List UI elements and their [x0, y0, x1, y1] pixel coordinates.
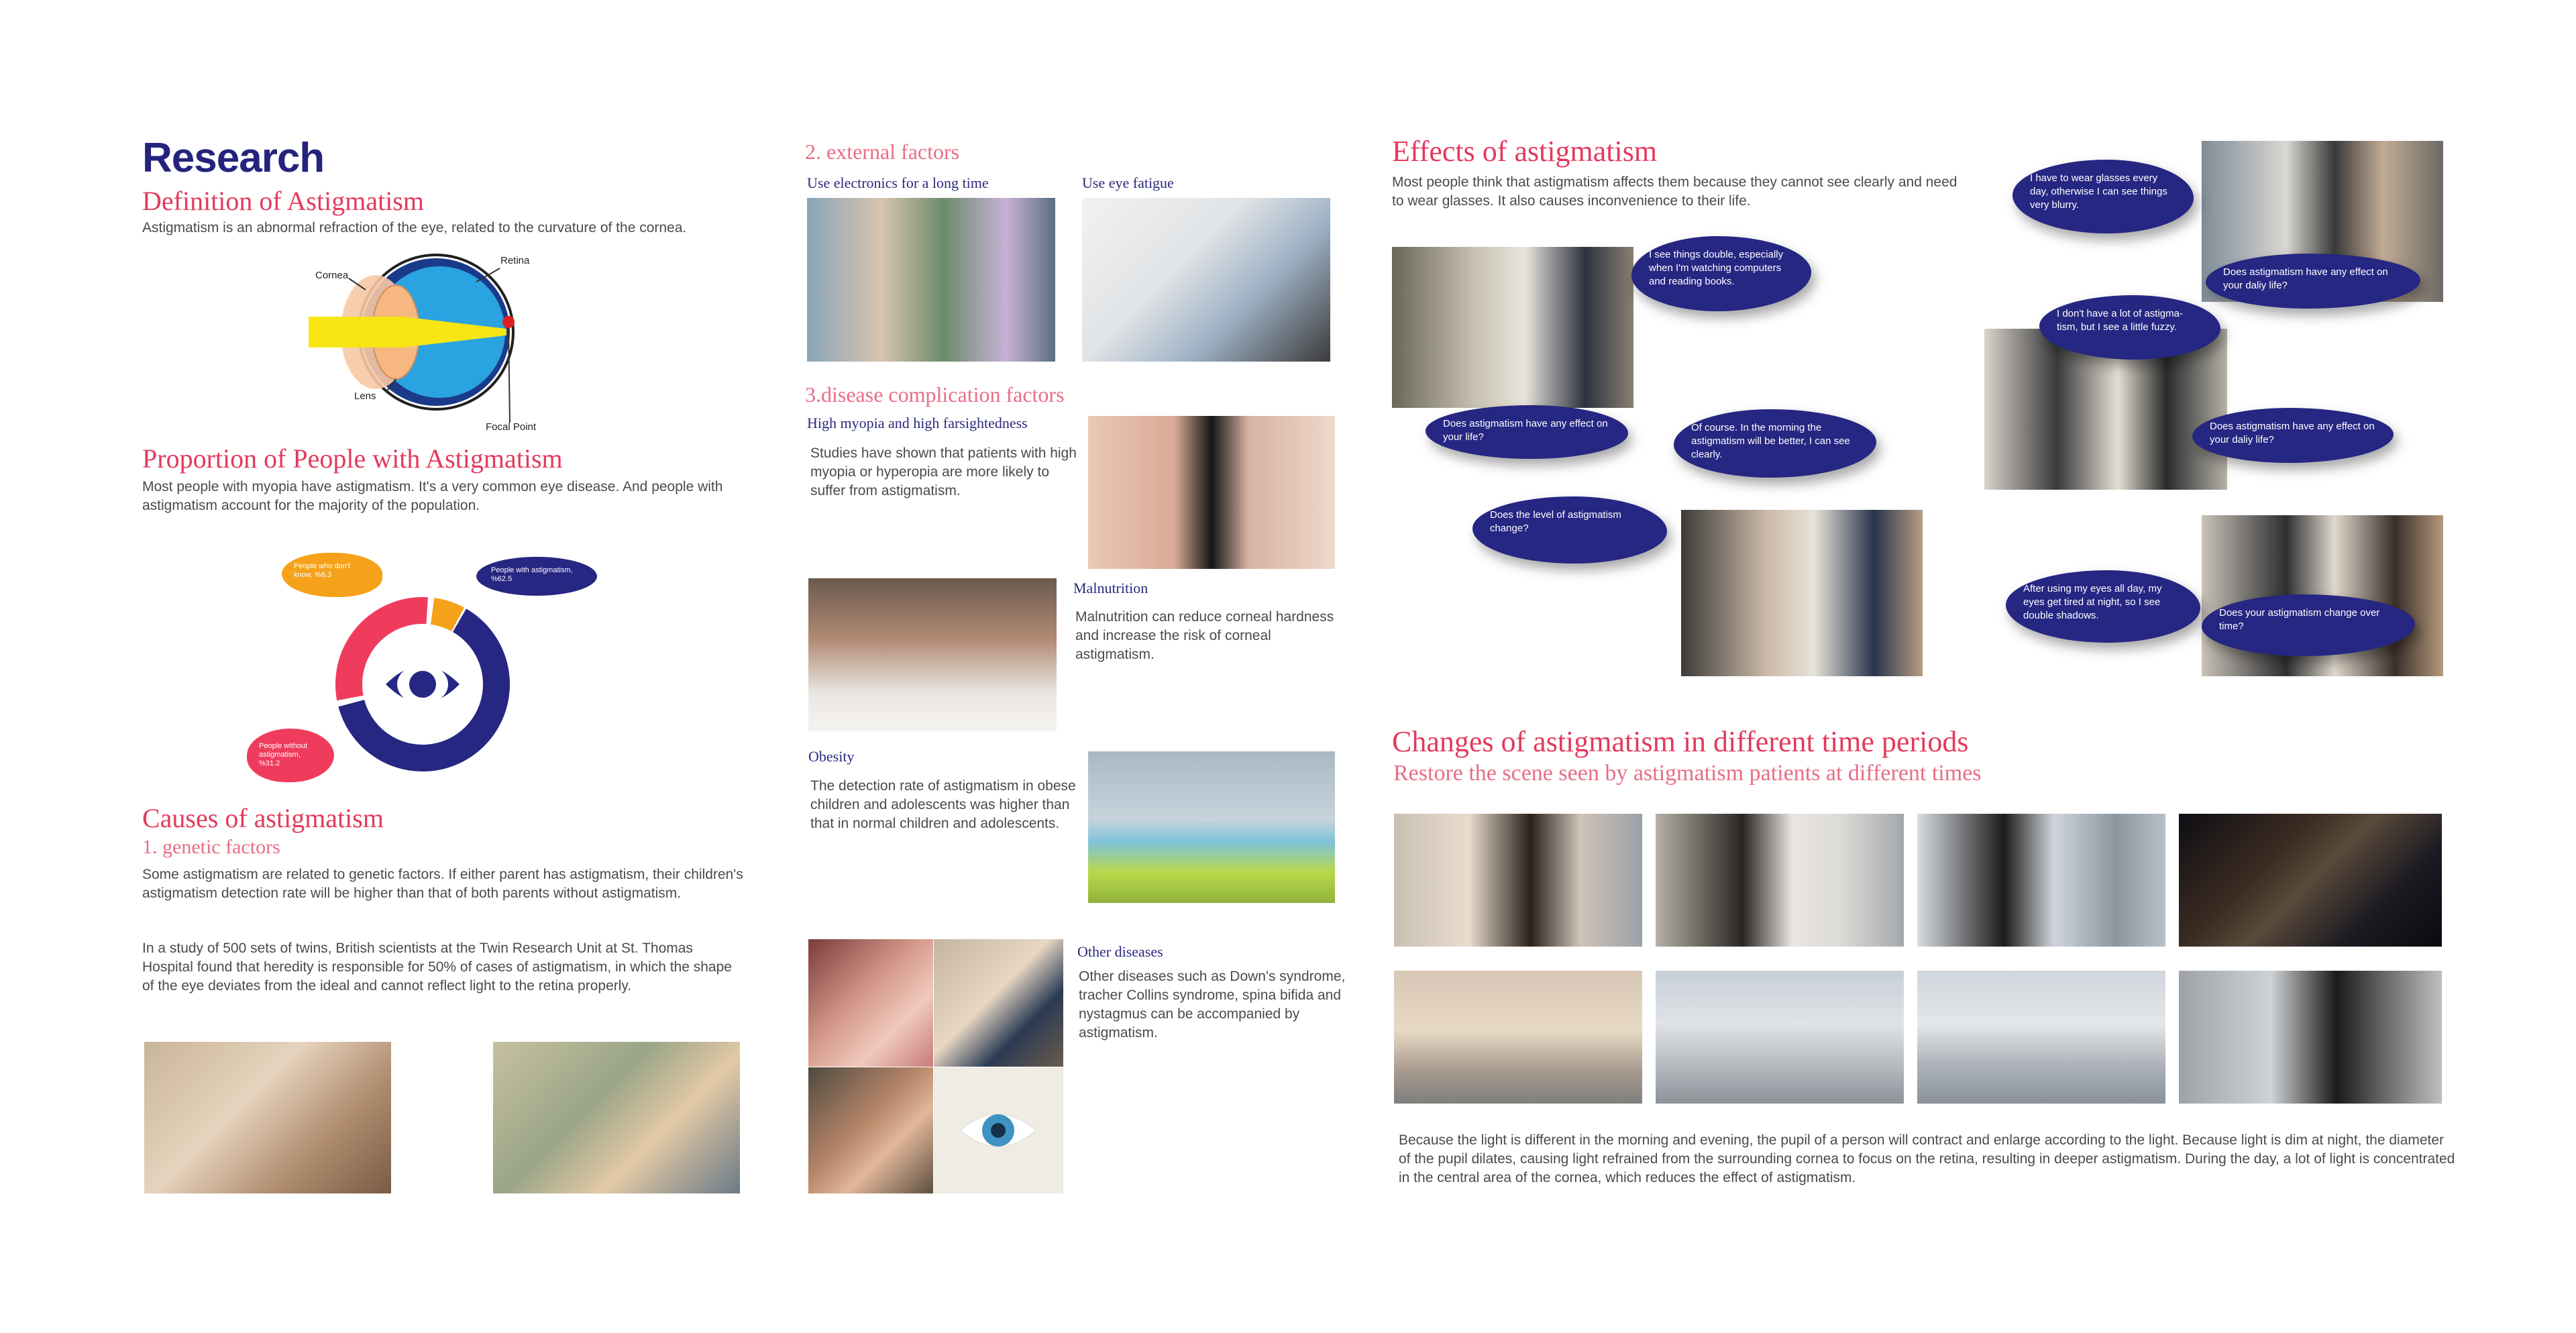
eye-label-lens: Lens [354, 390, 376, 402]
boy-closeup-photo [808, 1067, 933, 1193]
speech-bubble-4: Does the level of astigmatism change? [1472, 496, 1667, 564]
time-photo-4 [2179, 814, 2442, 947]
mother-daughter-photo [144, 1042, 391, 1193]
speech-bubble-7: I don't have a lot of astigma-tism, but I see a little fuzzy. [2039, 295, 2220, 360]
proportion-donut [322, 584, 523, 785]
speech-bubble-2: Does astigmatism have any effect on your life? [1426, 405, 1628, 459]
myopia-heading: High myopia and high farsightedness [807, 415, 1028, 431]
definition-text: Astigmatism is an abnormal refraction of the eye, related to the curvature of the cornea. [142, 220, 687, 235]
boy-glasses-photo [493, 1042, 740, 1193]
myopia-text: Studies have shown that patients with high myopia or hyperopia are more likely to suffer from astigmatism. [810, 445, 1077, 498]
proportion-heading: Proportion of People with Astigmatism [142, 443, 563, 474]
speech-bubble-10: Does your astigmatism change over time? [2202, 594, 2415, 656]
other-diseases-text: Other diseases such as Down's syndrome, tracher Collins syndrome, spina bifida and nystagmus can be accompanied by astigmatism. [1079, 969, 1346, 1041]
time-photo-3 [1917, 814, 2165, 947]
electronics-photo [807, 198, 1055, 362]
time-photo-6 [1656, 971, 1904, 1104]
donut-label-with: People with astigmatism, %62.5 [476, 557, 597, 596]
speech-bubble-3: Of course. In the morning the astigmatism will be better, I can see clearly. [1674, 409, 1876, 478]
time-photo-5 [1394, 971, 1642, 1104]
effects-text: Most people think that astigmatism affects them because they cannot see clearly and need to wear glasses. It also causes inconvenience to their life. [1392, 174, 1957, 209]
interview-photo-1 [1392, 247, 1633, 408]
malnutrition-photo [808, 578, 1057, 731]
proportion-text: Most people with myopia have astigmatism. It's a very common eye disease. And people with astigmatism account for the majority of the population. [142, 479, 723, 513]
eye-label-cornea: Cornea [315, 270, 349, 281]
changes-subheading: Restore the scene seen by astigmatism patients at different times [1393, 761, 1982, 786]
malnutrition-text: Malnutrition can reduce corneal hardness and increase the risk of corneal astigmatism. [1075, 609, 1334, 662]
speech-bubble-1: I see things double, especially when I'm watching computers and reading books. [1631, 236, 1811, 311]
genetic-text-1: Some astigmatism are related to genetic factors. If either parent has astigmatism, their children's astigmatism detection rate will be higher than that of both parents without astigmatism. [142, 867, 743, 901]
speech-bubble-9: After using my eyes all day, my eyes get tired at night, so I see double shadows. [2006, 570, 2200, 643]
eye-illustration [934, 1067, 1063, 1193]
time-photo-7 [1917, 971, 2165, 1104]
speech-bubble-6: Does astigmatism have any effect on your daliy life? [2206, 254, 2420, 309]
interview-photo-2 [1681, 510, 1923, 676]
time-photo-1 [1394, 814, 1642, 947]
changes-heading: Changes of astigmatism in different time periods [1392, 725, 1969, 758]
genetic-text-2: In a study of 500 sets of twins, British scientists at the Twin Research Unit at St. Thomas Hospital found that heredity is responsible for 50% of cases of astigmatism, in which the shape of the eye deviates from the ideal and cannot reflect light to the retina properly. [142, 941, 732, 994]
eye-fatigue-photo [1082, 198, 1330, 362]
causes-heading: Causes of astigmatism [142, 803, 384, 833]
obesity-text: The detection rate of astigmatism in obese children and adolescents was higher than that in normal children and adolescents. [810, 778, 1076, 831]
fatigue-heading: Use eye fatigue [1082, 174, 1174, 191]
speech-bubble-5: I have to wear glasses every day, otherwise I can see things very blurry. [2012, 160, 2194, 233]
other-diseases-heading: Other diseases [1077, 943, 1163, 960]
malnutrition-heading: Malnutrition [1073, 580, 1148, 596]
research-title: Research [142, 135, 325, 181]
myopia-photo [1088, 416, 1335, 569]
eye-label-retina: Retina [500, 255, 530, 266]
eye-label-focal: Focal Point [486, 421, 537, 433]
changes-text: Because the light is different in the morning and evening, the pupil of a person will contract and enlarge according to the light. Because light is dim at night, the diameter of the pupil dilates, causing light refrained from the surrounding cornea to focus on the retina, resulting in deeper astigmatism. During the day, a lot of light is concentrated in the central area of the cornea, which reduces the effect of astigmatism. [1399, 1132, 2455, 1185]
obesity-photo [1088, 751, 1335, 903]
time-photo-8 [2179, 971, 2442, 1104]
obesity-heading: Obesity [808, 748, 855, 765]
disease-heading: 3.disease complication factors [805, 382, 1065, 407]
definition-heading: Definition of Astigmatism [142, 186, 424, 216]
boy-wheelchair-photo [934, 939, 1063, 1067]
effects-heading: Effects of astigmatism [1392, 135, 1658, 168]
donut-label-without: People without astigmatism, %31.2 [247, 729, 334, 782]
electronics-heading: Use electronics for a long time [807, 174, 989, 191]
down-syndrome-girl-photo [808, 939, 933, 1067]
speech-bubble-8: Does astigmatism have any effect on your daliy life? [2192, 408, 2394, 463]
time-photo-2 [1656, 814, 1904, 947]
donut-label-dont-know: People who don't know, %6.3 [282, 553, 382, 597]
external-heading: 2. external factors [805, 140, 960, 164]
genetic-heading: 1. genetic factors [142, 836, 280, 858]
